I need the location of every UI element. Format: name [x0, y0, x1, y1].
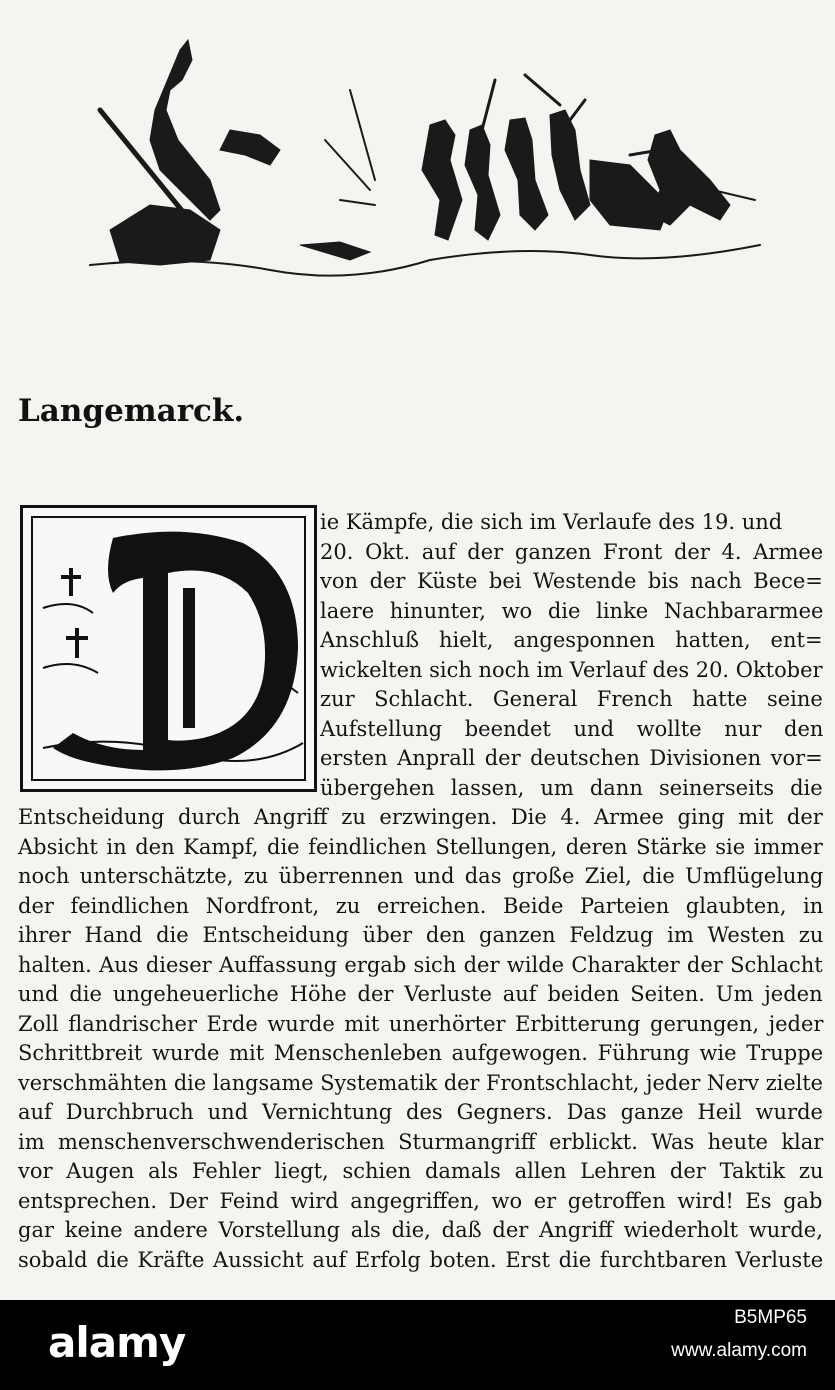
initial-d-illustration	[33, 518, 310, 785]
initial-frame	[31, 516, 306, 781]
text-line: halten. Aus dieser Auffassung ergab sich der wilde Charakter der Schlacht	[18, 952, 823, 977]
text-line: ihrer Hand die Entscheidung über den ganzen Feldzug im Westen zu	[18, 923, 824, 947]
text-line: zur Schlacht. General French hatte seine	[320, 687, 823, 711]
text-line: auf Durchbruch und Vernichtung des Gegners. Das ganze Heil wurde	[18, 1100, 823, 1124]
text-line: gar keine andere Vorstellung als die, daß der Angriff wiederholt wurde,	[18, 1218, 823, 1242]
battle-illustration	[70, 30, 770, 280]
decorative-initial	[20, 505, 317, 792]
text-line: Aufstellung beendet und wollte nur den	[320, 716, 824, 741]
text-line: Schrittbreit wurde mit Menschenleben aufgewogen. Führung wie Truppe	[18, 1041, 824, 1065]
image-id: B5MP65	[734, 1307, 807, 1328]
text-line: wickelten sich noch im Verlauf des 20. Oktober	[320, 657, 823, 682]
text-line: verschmähten die langsame Systematik der Frontschlacht, jeder Nerv zielte	[18, 1070, 823, 1095]
text-line: ersten Anprall der deutschen Divisionen vor=	[320, 746, 823, 770]
text-line: sobald die Kräfte Aussicht auf Erfolg boten. Erst die furchtbaren Verluste	[18, 1247, 824, 1272]
text-line: und die ungeheuerliche Höhe der Verluste auf beiden Seiten. Um jeden	[18, 982, 823, 1006]
text-line: ie Kämpfe, die sich im Verlaufe des 19. und	[320, 510, 783, 534]
alamy-logo: alamy	[48, 1318, 186, 1367]
text-line: entsprechen. Der Feind wird angegriffen, wo er getroffen wird! Es gab	[18, 1188, 823, 1213]
text-line: übergehen lassen, um dann seinerseits die	[320, 775, 823, 800]
text-line: noch unterschätzte, zu überrennen und das große Ziel, die Umflügelung	[18, 864, 824, 888]
footer-url[interactable]: www.alamy.com	[671, 1340, 807, 1361]
text-line: 20. Okt. auf der ganzen Front der 4. Armee	[320, 539, 824, 564]
text-line: Anschluß hielt, angesponnen hatten, ent=	[320, 628, 823, 652]
text-line: Zoll flandrischer Erde wurde mit unerhörter Erbitterung gerungen, jeder	[18, 1011, 824, 1036]
text-line: im menschenverschwenderischen Sturmangriff erblickt. Was heute klar	[18, 1129, 824, 1154]
text-line: vor Augen als Fehler liegt, schien damals allen Lehren der Taktik zu	[18, 1159, 824, 1183]
page-title: Langemarck.	[18, 393, 245, 429]
text-line: Absicht in den Kampf, die feindlichen Stellungen, deren Stärke sie immer	[18, 834, 823, 859]
text-line: von der Küste bei Westende bis nach Bece=	[320, 569, 823, 593]
text-line: laere hinunter, wo die linke Nachbararmee	[320, 598, 824, 623]
text-line: Entscheidung durch Angriff zu erzwingen. Die 4. Armee ging mit der	[18, 805, 823, 829]
text-line: der feindlichen Nordfront, zu erreichen. Beide Parteien glaubten, in	[18, 893, 824, 918]
